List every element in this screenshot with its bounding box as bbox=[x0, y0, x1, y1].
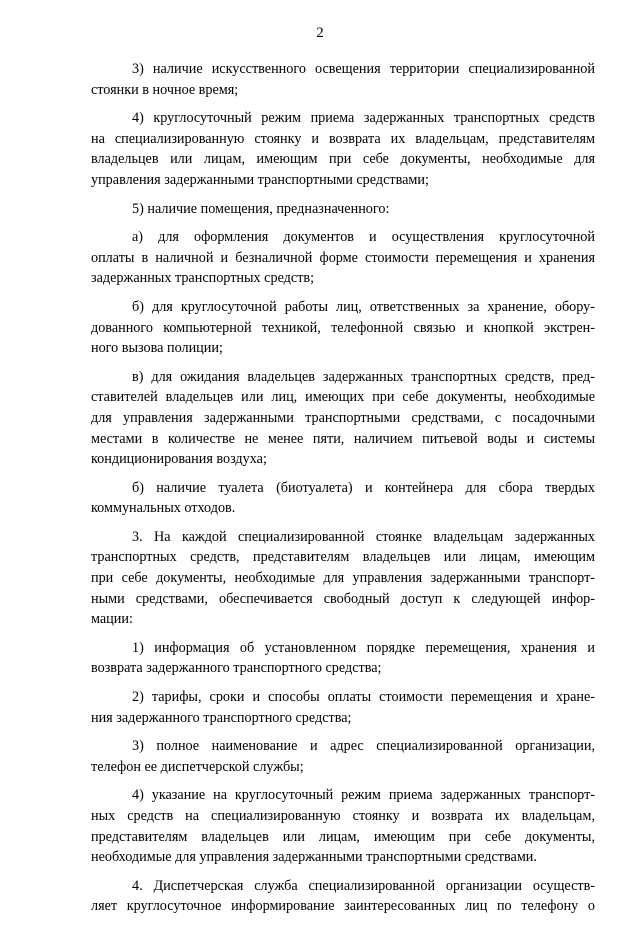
text-line: 1) информация об установленном порядке перемещения, хранения и bbox=[132, 639, 595, 656]
paragraph bbox=[91, 227, 595, 289]
paragraph bbox=[91, 527, 595, 630]
text-line: а) для оформления документов и осуществления круглосуточной bbox=[132, 229, 595, 246]
text-line: представителям владельцев или лицам, имеющим при себе документы, bbox=[91, 828, 595, 845]
paragraph bbox=[91, 199, 595, 220]
text-line: ных средств на специализированную стоянку и возврата их владельцам, bbox=[91, 808, 595, 824]
text-line: 3) полное наименование и адрес специализированной организации, bbox=[132, 738, 595, 755]
text-line: ния задержанного транспортного средства; bbox=[91, 709, 352, 726]
paragraph bbox=[91, 59, 595, 100]
paragraph bbox=[91, 687, 595, 728]
text-line: кондиционирования воздуха; bbox=[91, 451, 267, 468]
text-line: на специализированную стоянку и возврата их владельцам, представителям bbox=[91, 130, 595, 147]
text-line: при себе документы, необходимые для управления задержанными транспорт- bbox=[91, 570, 595, 587]
text-line: транспортных средств, представителям владельцев или лицам, имеющим bbox=[91, 549, 595, 566]
text-line: коммунальных отходов. bbox=[91, 500, 236, 517]
text-line: 4) круглосуточный режим приема задержанных транспортных средств bbox=[132, 110, 595, 127]
text-line: ными средствами, обеспечивается свободный доступ к следующей инфор- bbox=[91, 590, 595, 607]
text-line: ного вызова полиции; bbox=[91, 340, 223, 357]
text-line: стоянки в ночное время; bbox=[91, 81, 239, 98]
text-line: ставителей владельцев или лиц, имеющих при себе документы, необходимые bbox=[91, 389, 595, 406]
text-line: б) наличие туалета (биотуалета) и контейнера для сбора твердых bbox=[132, 479, 595, 496]
document-body bbox=[91, 59, 595, 925]
text-line: возврата задержанного транспортного средства; bbox=[91, 660, 382, 677]
paragraph bbox=[91, 478, 595, 519]
text-line: в) для ожидания владельцев задержанных транспортных средств, пред- bbox=[132, 368, 595, 385]
paragraph bbox=[91, 108, 595, 190]
paragraph bbox=[91, 367, 595, 470]
text-line: ляет круглосуточное информирование заинтересованных лиц по телефону о bbox=[91, 898, 595, 915]
text-line: местами в количестве не менее пяти, наличием питьевой воды и системы bbox=[91, 430, 595, 447]
text-line: 5) наличие помещения, предназначенного: bbox=[132, 200, 390, 217]
paragraph bbox=[91, 736, 595, 777]
paragraph bbox=[91, 297, 595, 359]
paragraph bbox=[91, 638, 595, 679]
page-number: 2 bbox=[316, 25, 324, 41]
text-line: управления задержанными транспортными средствами; bbox=[91, 171, 429, 188]
text-line: владельцев или лицам, имеющим при себе документы, необходимые для bbox=[91, 151, 595, 168]
text-line: б) для круглосуточной работы лиц, ответственных за хранение, обору- bbox=[132, 298, 595, 315]
text-line: 3) наличие искусственного освещения территории специализированной bbox=[132, 61, 595, 77]
text-line: 2) тарифы, сроки и способы оплаты стоимости перемещения и хране- bbox=[132, 689, 595, 706]
text-line: телефон ее диспетчерской службы; bbox=[91, 758, 304, 775]
text-line: оплаты в наличной и безналичной форме стоимости перемещения и хранения bbox=[91, 249, 595, 266]
text-line: дованного компьютерной техникой, телефонной связью и кнопкой экстрен- bbox=[91, 319, 595, 336]
text-line: 3. На каждой специализированной стоянке владельцам задержанных bbox=[132, 528, 595, 545]
text-line: для управления задержанными транспортными средствами, с посадочными bbox=[91, 409, 595, 426]
text-line: мации: bbox=[91, 611, 133, 628]
text-line: задержанных транспортных средств; bbox=[91, 270, 315, 287]
paragraph bbox=[91, 785, 595, 867]
paragraph bbox=[91, 876, 595, 917]
text-line: 4) указание на круглосуточный режим приема задержанных транспорт- bbox=[132, 787, 595, 804]
text-line: необходимые для управления задержанными транспортными средствами. bbox=[91, 849, 537, 866]
text-line: 4. Диспетчерская служба специализированной организации осуществ- bbox=[132, 877, 595, 894]
